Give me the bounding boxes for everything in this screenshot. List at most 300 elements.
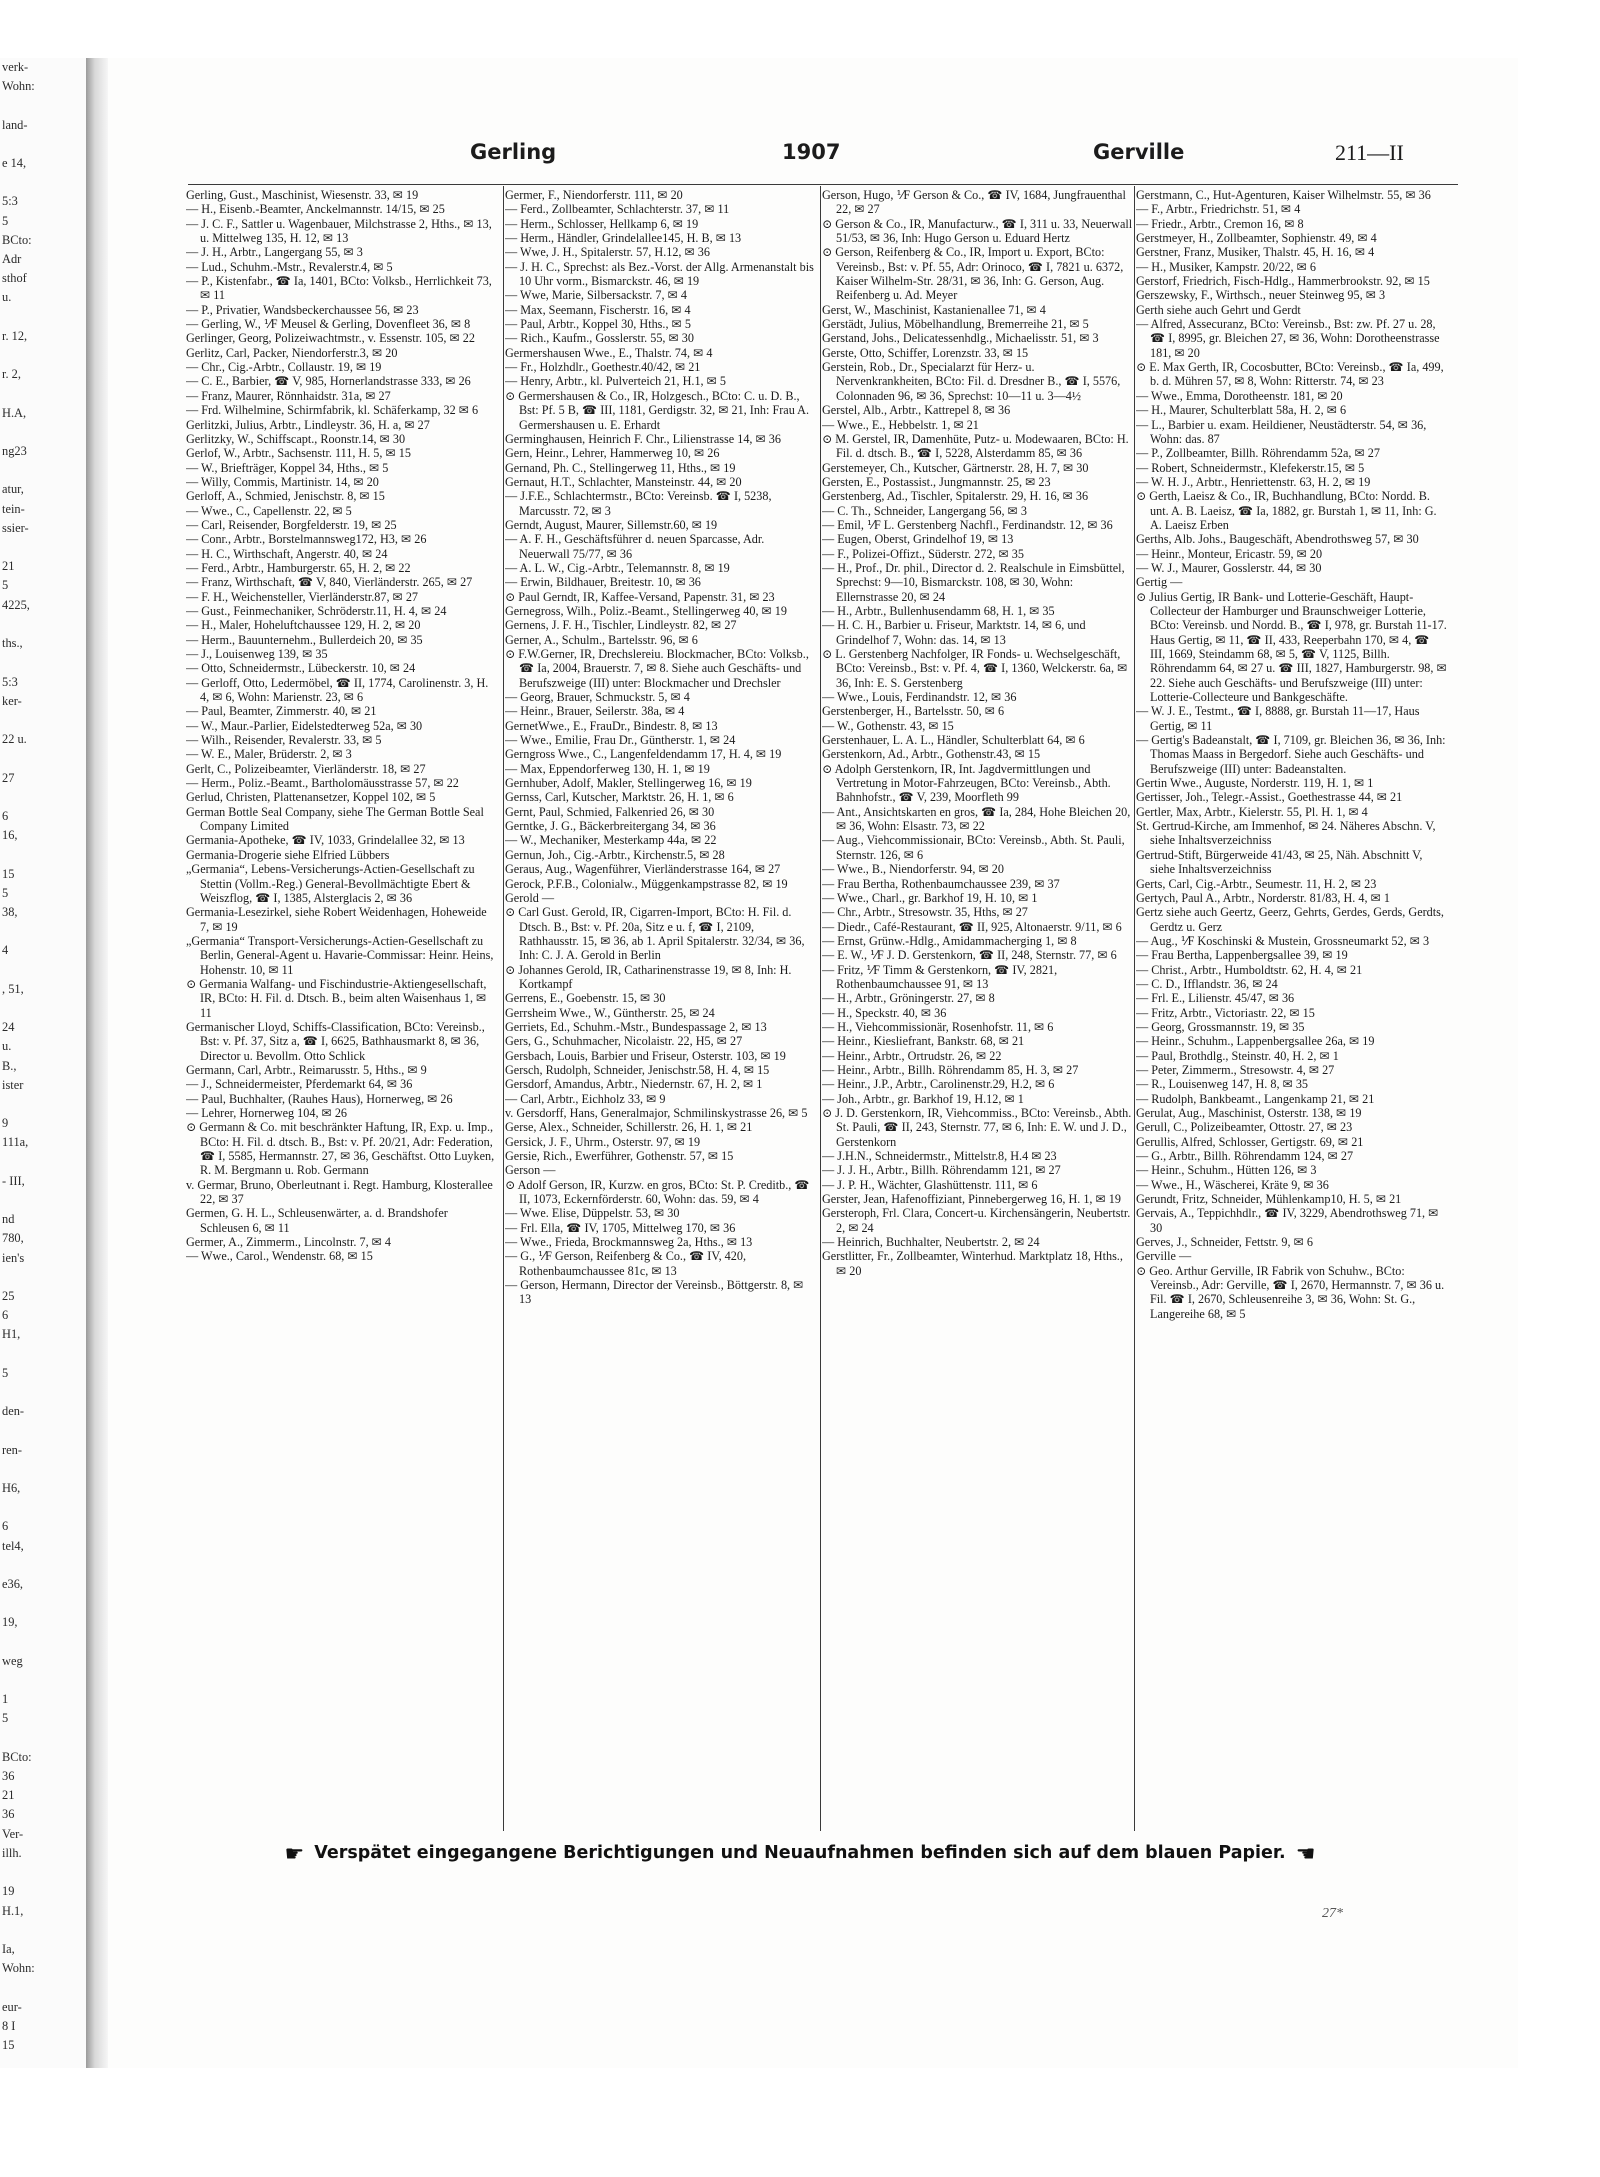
directory-entry: — Franz, Wirthschaft, ☎ V, 840, Vierländerstr. 265, ✉ 27 bbox=[186, 575, 473, 590]
previous-page-fragment: ren- bbox=[2, 1442, 22, 1457]
directory-entry: — Robert, Schneidermstr., Klefekerstr.15, ✉ 5 bbox=[1136, 460, 1365, 475]
directory-entry: — Chr., Cig.-Arbtr., Collaustr. 19, ✉ 19 bbox=[186, 360, 382, 375]
directory-entry: Gernaut, H.T., Schlachter, Mansteinstr. 44, ✉ 20 bbox=[505, 474, 742, 489]
column-rule bbox=[503, 186, 504, 1831]
previous-page-fragment: 6 bbox=[2, 1308, 9, 1323]
directory-entry: Gernun, Joh., Cig.-Arbtr., Kirchenstr.5, ✉ 28 bbox=[505, 847, 725, 862]
directory-entry: Gerstand, Johs., Delicatessenhdlg., Michaelisstr. 51, ✉ 3 bbox=[822, 331, 1099, 346]
directory-entry: — Heinr., Schuhm., Lappenbergsallee 26a, ✉ 19 bbox=[1136, 1034, 1375, 1049]
directory-entry: — Joh., Arbtr., gr. Barkhof 19, H.12, ✉ 1 bbox=[822, 1091, 1024, 1106]
column-rule bbox=[1134, 186, 1135, 1831]
previous-page-fragment: Ia, bbox=[2, 1941, 15, 1956]
directory-entry: — P., Zollbeamter, Billh. Röhrendamm 52a, ✉ 27 bbox=[1136, 446, 1380, 461]
directory-entry: — H., Prof., Dr. phil., Director d. 2. Realschule in Eimsbüttel, Sprechst: 9—10, Bismarckstr. 108, ✉ 30, Wohn: Ellernstrasse 20, ✉ 24 bbox=[822, 560, 1125, 604]
previous-page-fragment: 6 bbox=[2, 1519, 9, 1534]
previous-page-fragment bbox=[0, 1268, 86, 1287]
previous-page-fragment: , 51, bbox=[2, 981, 24, 996]
previous-page-fragment: 5:3 bbox=[2, 674, 18, 689]
previous-page-fragment bbox=[0, 999, 86, 1018]
previous-page-fragment: 1 bbox=[2, 1692, 9, 1707]
directory-entry: Gerstmann, C., Hut-Agenturen, Kaiser Wilhelmstr. 55, ✉ 36 bbox=[1136, 188, 1431, 202]
directory-entry: Germershausen Wwe., E., Thalstr. 74, ✉ 4 bbox=[505, 345, 713, 360]
directory-entry: Gerull, C., Polizeibeamter, Ottostr. 27, ✉ 23 bbox=[1136, 1120, 1353, 1135]
directory-entry: — Christ., Arbtr., Humboldtstr. 62, H. 4, ✉ 21 bbox=[1136, 962, 1363, 977]
previous-page-fragment bbox=[0, 1421, 86, 1440]
previous-page-fragment bbox=[0, 961, 86, 980]
directory-entry: — P., Privatier, Wandsbeckerchaussee 56, ✉ 23 bbox=[186, 302, 419, 317]
directory-entry: ⊙ Adolf Gerson, IR, Kurzw. en gros, BCto: St. P. Creditb., ☎ II, 1073, Eckernförderstr. 60, Wohn: das. 59, ✉ 4 bbox=[505, 1177, 810, 1207]
directory-entry: Gersten, E., Postassist., Jungmannstr. 25, ✉ 23 bbox=[822, 474, 1051, 489]
previous-page-fragment: nd bbox=[2, 1212, 15, 1227]
previous-page-fragment: 5:3 bbox=[2, 194, 18, 209]
directory-entry: — C. D., Ifflandstr. 36, ✉ 24 bbox=[1136, 976, 1278, 991]
directory-entry: — Ferd., Arbtr., Hamburgerstr. 65, H. 2, ✉ 22 bbox=[186, 560, 411, 575]
previous-page-fragment bbox=[0, 1345, 86, 1364]
directory-entry: Gerth siehe auch Gehrt und Gerdt bbox=[1136, 302, 1301, 317]
pointing-hand-icon: ☛ bbox=[284, 1842, 305, 1867]
directory-entry: — Chr., Arbtr., Stresowstr. 35, Hths, ✉ 27 bbox=[822, 905, 1028, 920]
directory-entry: — H. C., Wirthschaft, Angerstr. 40, ✉ 24 bbox=[186, 546, 388, 561]
previous-page-fragment: 38, bbox=[2, 904, 18, 919]
header-year: 1907 bbox=[782, 140, 841, 164]
signature-mark: 27* bbox=[1322, 1906, 1343, 1921]
directory-entry: Gerson, Hugo, ⅟F Gerson & Co., ☎ IV, 1684, Jungfrauenthal 22, ✉ 27 bbox=[822, 188, 1126, 217]
previous-page-fragment: 27 bbox=[2, 770, 15, 785]
previous-page-fragment: eur- bbox=[2, 1999, 22, 2014]
previous-page-fragment: 6 bbox=[2, 808, 9, 823]
directory-entry: — Otto, Schneidermstr., Lübeckerstr. 10, ✉ 24 bbox=[186, 661, 416, 676]
directory-entry: Germen, G. H. L., Schleusenwärter, a. d. Brandshofer Schleusen 6, ✉ 11 bbox=[186, 1206, 448, 1235]
directory-entry: — F., Arbtr., Friedrichstr. 51, ✉ 4 bbox=[1136, 202, 1301, 217]
directory-entry: — Wwe., B., Niendorferstr. 94, ✉ 20 bbox=[822, 862, 1004, 877]
directory-entry: — Heinr., Kiesliefrant, Bankstr. 68, ✉ 21 bbox=[822, 1034, 1025, 1049]
previous-page-fragment bbox=[0, 1921, 86, 1940]
previous-page-fragment bbox=[0, 173, 86, 192]
directory-entry: — Wwe, J. H., Spitalerstr. 57, H.12, ✉ 36 bbox=[505, 245, 710, 260]
directory-entry: — Alfred, Assecuranz, BCto: Vereinsb., Bst: zw. Pf. 27 u. 28, ☎ I, 8995, gr. Bleichen 27, ✉ 36, Wohn: Dorotheenstrasse 181, ✉ 20 bbox=[1136, 317, 1440, 360]
directory-entry: — Wwe., H., Wäscherei, Kräte 9, ✉ 36 bbox=[1136, 1177, 1329, 1192]
previous-page-fragment: BCto: bbox=[2, 232, 32, 247]
previous-page-fragment: 8 I bbox=[2, 2018, 16, 2033]
directory-entry: — J. J. H., Arbtr., Billh. Röhrendamm 121, ✉ 27 bbox=[822, 1163, 1061, 1178]
header-right-word: Gerville bbox=[1093, 140, 1185, 164]
directory-entry: Gertisser, Joh., Telegr.-Assist., Goethestrasse 44, ✉ 21 bbox=[1136, 790, 1403, 805]
directory-entry: — H., Speckstr. 40, ✉ 36 bbox=[822, 1005, 947, 1020]
directory-entry: Gerstenberg, Ad., Tischler, Spitalerstr. 29, H. 16, ✉ 36 bbox=[822, 489, 1089, 504]
directory-entry: Gernhuber, Adolf, Makler, Stellingerweg 16, ✉ 19 bbox=[505, 776, 752, 791]
header-rule bbox=[188, 184, 1458, 185]
directory-entry: — Conr., Arbtr., Borstelmannsweg172, H3, ✉ 26 bbox=[186, 532, 427, 547]
pointing-hand-icon: ☚ bbox=[1295, 1842, 1316, 1867]
directory-entry: ⊙ Julius Gertig, IR Bank- und Lotterie-Geschäft, Haupt-Collecteur der Hamburger und Braunschweiger Lotterie, BCto: Vereinsb. und Nordd. B., ☎ I, 978, gr. Burstah 11-17. Haus Gertig, ✉ 11, ☎ II, 433, Reeperbahn 170, ✉ 4, ☎ III, 1669, Steindamm 68, ✉ 5, ☎ V, 1125, Billh. Röhrendamm 64, ✉ 27 u. ☎ III, 1827, Hamburgerstr. 98, ✉ 22. Siehe auch Geschäfts- und Berufszweige (III) unter: Lotterie-Collecteure und Bankgeschäfte. bbox=[1136, 589, 1447, 705]
footnote-bar bbox=[0, 1842, 1600, 1867]
directory-entry: — Paul, Beamter, Zimmerstr. 40, ✉ 21 bbox=[186, 704, 377, 719]
directory-entry: — Heinr., Schuhm., Hütten 126, ✉ 3 bbox=[1136, 1163, 1317, 1178]
previous-page-fragment: sthof bbox=[2, 271, 27, 286]
previous-page-fragment: 5 bbox=[2, 1365, 9, 1380]
directory-entry: — Frl. E., Lilienstr. 45/47, ✉ 36 bbox=[1136, 991, 1295, 1006]
directory-entry: — Aug., ⅟F Koschinski & Mustein, Grossneumarkt 52, ✉ 3 bbox=[1136, 933, 1430, 948]
directory-entry: Gerulat, Aug., Maschinist, Osterstr. 138, ✉ 19 bbox=[1136, 1106, 1362, 1120]
directory-entry: Gerrens, E., Goebenstr. 15, ✉ 30 bbox=[505, 991, 666, 1006]
directory-entry: Gersbach, Louis, Barbier und Friseur, Osterstr. 103, ✉ 19 bbox=[505, 1048, 786, 1063]
directory-entry: Germinghausen, Heinrich F. Chr., Lilienstrasse 14, ✉ 36 bbox=[505, 431, 781, 446]
directory-entry: — H., Maler, Hoheluftchaussee 129, H. 2, ✉ 20 bbox=[186, 618, 421, 633]
directory-entry: Geraus, Aug., Wagenführer, Vierländerstrasse 164, ✉ 27 bbox=[505, 862, 781, 877]
previous-page-edge bbox=[0, 58, 88, 2068]
previous-page-fragment bbox=[0, 96, 86, 115]
directory-entry: — J. P. H., Wächter, Glashüttenstr. 111, ✉ 6 bbox=[822, 1177, 1038, 1192]
directory-entry: Gerrsheim Wwe., W., Güntherstr. 25, ✉ 24 bbox=[505, 1005, 715, 1020]
directory-entry: — L., Barbier u. exam. Heildiener, Neustädterstr. 54, ✉ 36, Wohn: das. 87 bbox=[1136, 417, 1427, 446]
previous-page-fragment bbox=[0, 1671, 86, 1690]
directory-entry: ⊙ Paul Gerndt, IR, Kaffee-Versand, Papenstr. 31, ✉ 23 bbox=[505, 589, 775, 604]
directory-entry: Gerste, Otto, Schiffer, Lorenzstr. 33, ✉ 15 bbox=[822, 345, 1029, 360]
directory-entry: — W. J. E., Testmt., ☎ I, 8888, gr. Burstah 11—17, Haus Gertig, ✉ 11 bbox=[1136, 704, 1420, 733]
directory-entry: — Georg, Brauer, Schmuckstr. 5, ✉ 4 bbox=[505, 690, 690, 705]
previous-page-fragment: H1, bbox=[2, 1327, 21, 1342]
directory-entry: „Germania“, Lebens-Versicherungs-Actien-Gesellschaft zu Stettin (Vollm.-Reg.) General-Bevollmächtigte Ebert & Weiszflog, ☎ I, 1385, Alsterglacis 2, ✉ 36 bbox=[186, 862, 475, 905]
directory-entry: — E. W., ⅟F J. D. Gerstenkorn, ☎ II, 248, Sternstr. 77, ✉ 6 bbox=[822, 948, 1117, 963]
previous-page-fragment: u. bbox=[2, 290, 12, 305]
previous-page-fragment bbox=[0, 384, 86, 403]
directory-entry: — Georg, Grossmannstr. 19, ✉ 35 bbox=[1136, 1019, 1305, 1034]
directory-entry: Gern, Heinr., Lehrer, Hammerweg 10, ✉ 26 bbox=[505, 446, 720, 461]
directory-entry: Gerszewsky, F., Wirthsch., neuer Steinweg 95, ✉ 3 bbox=[1136, 288, 1386, 303]
directory-column-2 bbox=[505, 188, 816, 1828]
directory-entry: — J., Louisenweg 139, ✉ 35 bbox=[186, 647, 328, 661]
previous-page-fragment: 21 bbox=[2, 559, 15, 574]
previous-page-fragment bbox=[0, 615, 86, 634]
directory-entry: Gerndt, August, Maurer, Sillemstr.60, ✉ 19 bbox=[505, 517, 718, 532]
previous-page-fragment: 22 u. bbox=[2, 732, 27, 747]
directory-entry: Gervais, A., Teppichhdlr., ☎ IV, 3229, Abendrothsweg 71, ✉ 30 bbox=[1136, 1206, 1439, 1235]
directory-entry: ⊙ Carl Gust. Gerold, IR, Cigarren-Import, BCto: H. Fil. d. Dtsch. B., Bst: v. Pf. 20a, Sitz e u. f, ☎ I, 2109, Rathhausstr. 15, ✉ 36, ab 1. April Spitalerstr. 32/34, ✉ 36, Inh: C. J. A. Gerold in Berlin bbox=[505, 905, 805, 963]
previous-page-fragment: ssier- bbox=[2, 520, 29, 535]
directory-entry: — Heinr., Monteur, Ericastr. 59, ✉ 20 bbox=[1136, 546, 1323, 561]
directory-entry: — Wwe., Emma, Dorotheenstr. 181, ✉ 20 bbox=[1136, 388, 1343, 403]
directory-entry: Gerlud, Christen, Plattenansetzer, Koppel 102, ✉ 5 bbox=[186, 790, 436, 805]
directory-entry: Gernand, Ph. C., Stellingerweg 11, Hths., ✉ 19 bbox=[505, 460, 736, 475]
directory-entry: — Erwin, Bildhauer, Breitestr. 10, ✉ 36 bbox=[505, 575, 701, 590]
directory-entry: — Paul, Buchhalter, (Rauhes Haus), Hornerweg, ✉ 26 bbox=[186, 1091, 453, 1106]
directory-entry: — Heinr., Arbtr., Billh. Röhrendamm 85, H. 3, ✉ 27 bbox=[822, 1062, 1079, 1077]
directory-entry: — Wwe., E., Hebbelstr. 1, ✉ 21 bbox=[822, 417, 979, 432]
previous-page-fragment: illh. bbox=[2, 1845, 22, 1860]
directory-entry: — Wwe., Frieda, Brockmannsweg 2a, Hths., ✉ 13 bbox=[505, 1235, 753, 1250]
directory-entry: — Carl, Reisender, Borgfelderstr. 19, ✉ 25 bbox=[186, 517, 397, 532]
previous-page-fragment: r. 2, bbox=[2, 367, 21, 382]
previous-page-fragment: ister bbox=[2, 1077, 24, 1092]
directory-entry: ⊙ Adolph Gerstenkorn, IR, Int. Jagdvermittlungen und Vertretung in Motor-Fahrzeugen, BCto: Vereinsb., Abth. Bahnhofstr., ☎ V, 239, Moorfleth 99 bbox=[822, 761, 1111, 805]
directory-entry: — Willy, Commis, Martinistr. 14, ✉ 20 bbox=[186, 474, 379, 489]
directory-entry: — J.H.N., Schneidermstr., Mittelstr.8, H.4 ✉ 23 bbox=[822, 1149, 1057, 1164]
directory-entry: Gerse, Alex., Schneider, Schillerstr. 26, H. 1, ✉ 21 bbox=[505, 1120, 753, 1135]
directory-entry: — A. L. W., Cig.-Arbtr., Telemannstr. 8, ✉ 19 bbox=[505, 560, 730, 575]
footnote-text: Verspätet eingegangene Berichtigungen und Neuaufnahmen befinden sich auf dem blauen Papier. bbox=[314, 1843, 1286, 1863]
directory-entry: Gernens, J. F. H., Tischler, Lindleystr. 82, ✉ 27 bbox=[505, 618, 737, 633]
directory-entry: ⊙ L. Gerstenberg Nachfolger, IR Fonds- u. Wechselgeschäft, BCto: Vereinsb., Bst: v. Pf. 4, ☎ I, 1360, Welckerstr. 6a, ✉ 36, Inh: E. S. Gerstenberg bbox=[822, 647, 1128, 690]
previous-page-fragment bbox=[0, 1978, 86, 1997]
directory-entry: Gerundt, Fritz, Schneider, Mühlenkamp10, H. 5, ✉ 21 bbox=[1136, 1192, 1402, 1207]
directory-entry: — Fritz, Arbtr., Victoriastr. 22, ✉ 15 bbox=[1136, 1005, 1315, 1020]
page-number: 211—II bbox=[1335, 140, 1404, 165]
previous-page-fragment bbox=[0, 845, 86, 864]
directory-entry: — Paul, Brothdlg., Steinstr. 40, H. 2, ✉ 1 bbox=[1136, 1048, 1339, 1063]
directory-entry: ⊙ Geo. Arthur Gerville, IR Fabrik von Schuhw., BCto: Vereinsb., Adr: Gerville, ☎ I, 2670, Hermannstr. 7, ✉ 36 u. Fil. ☎ I, 2670, Schleusenreihe 3, ✉ 36, Wohn: St. G., Langereihe 68, ✉ 5 bbox=[1136, 1263, 1445, 1321]
previous-page-fragment: 9 bbox=[2, 1116, 9, 1131]
directory-entry: Gerstenberger, H., Bartelsstr. 50, ✉ 6 bbox=[822, 704, 1005, 719]
directory-entry: Gersick, J. F., Uhrm., Osterstr. 97, ✉ 19 bbox=[505, 1134, 701, 1149]
directory-entry: — R., Louisenweg 147, H. 8, ✉ 35 bbox=[1136, 1077, 1309, 1092]
previous-page-fragment: H.1, bbox=[2, 1903, 24, 1918]
previous-page-fragment: 15 bbox=[2, 866, 15, 881]
directory-entry: — W. E., Maler, Brüderstr. 2, ✉ 3 bbox=[186, 747, 352, 762]
previous-page-fragment: tein- bbox=[2, 501, 25, 516]
previous-page-fragment: Adr bbox=[2, 252, 22, 267]
directory-entry: Gerlof, W., Arbtr., Sachsenstr. 111, H. 5, ✉ 15 bbox=[186, 446, 411, 461]
previous-page-fragment: r. 12, bbox=[2, 328, 28, 343]
directory-entry: Gerriets, Ed., Schuhm.-Mstr., Bundespassage 2, ✉ 13 bbox=[505, 1019, 767, 1034]
directory-entry: Gerstel, Alb., Arbtr., Kattrepel 8, ✉ 36 bbox=[822, 403, 1011, 418]
book-gutter bbox=[86, 58, 108, 2068]
directory-entry: — H., Eisenb.-Beamter, Anckelmannstr. 14/15, ✉ 25 bbox=[186, 202, 445, 217]
directory-entry: — Gertig's Badeanstalt, ☎ I, 7109, gr. Bleichen 36, ✉ 36, Inh: Thomas Maass in Bergedorf. Siehe auch Geschäfts- und Berufszweige (III) unter: Badeanstalten. bbox=[1136, 733, 1446, 776]
directory-entry: — H., Arbtr., Gröningerstr. 27, ✉ 8 bbox=[822, 991, 995, 1006]
directory-entry: — W. J., Maurer, Gosslerstr. 44, ✉ 30 bbox=[1136, 560, 1322, 575]
previous-page-fragment bbox=[0, 1556, 86, 1575]
previous-page-fragment bbox=[0, 1594, 86, 1613]
directory-column-1 bbox=[186, 188, 497, 1828]
directory-entry: — J. H., Arbtr., Langergang 55, ✉ 3 bbox=[186, 245, 363, 260]
directory-entry: — Friedr., Arbtr., Cremon 16, ✉ 8 bbox=[1136, 216, 1304, 231]
previous-page-fragment: e 14, bbox=[2, 156, 27, 171]
directory-entry: — Herm., Händler, Grindelallee145, H. B, ✉ 13 bbox=[505, 231, 742, 246]
previous-page-fragment bbox=[0, 1633, 86, 1652]
previous-page-fragment: e36, bbox=[2, 1577, 23, 1592]
directory-entry: — Frau Bertha, Lappenbergsallee 39, ✉ 19 bbox=[1136, 948, 1348, 963]
directory-entry: — W., Mechaniker, Mesterkamp 44a, ✉ 22 bbox=[505, 833, 717, 848]
directory-entry: Germer, A., Zimmerm., Lincolnstr. 7, ✉ 4 bbox=[186, 1235, 392, 1250]
directory-entry: — Heinr., Brauer, Seilerstr. 38a, ✉ 4 bbox=[505, 704, 685, 719]
previous-page-fragment bbox=[0, 1729, 86, 1748]
directory-entry: — Eugen, Oberst, Grindelhof 19, ✉ 13 bbox=[822, 532, 1014, 547]
directory-entry: — Henry, Arbtr., kl. Pulverteich 21, H.1, ✉ 5 bbox=[505, 374, 726, 389]
directory-entry: Gers, G., Schuhmacher, Nicolaistr. 22, H5, ✉ 27 bbox=[505, 1034, 743, 1049]
previous-page-fragment: - III, bbox=[2, 1173, 25, 1188]
header-left-word: Gerling bbox=[470, 140, 557, 164]
directory-entry: Gersdorf, Amandus, Arbtr., Niedernstr. 67, H. 2, ✉ 1 bbox=[505, 1077, 763, 1092]
previous-page-fragment: BCto: bbox=[2, 1749, 32, 1764]
directory-entry: — Rudolph, Bankbeamt., Langenkamp 21, ✉ 21 bbox=[1136, 1091, 1375, 1106]
directory-entry: — C. Th., Schneider, Langergang 56, ✉ 3 bbox=[822, 503, 1027, 518]
previous-page-fragment bbox=[0, 346, 86, 365]
previous-page-fragment: 4 bbox=[2, 943, 9, 958]
previous-page-fragment: 5 bbox=[2, 213, 9, 228]
previous-page-fragment: B., bbox=[2, 1058, 17, 1073]
directory-entry: ⊙ Johannes Gerold, IR, Catharinenstrasse 19, ✉ 8, Inh: H. Kortkampf bbox=[505, 962, 792, 991]
directory-entry: Gerstner, Franz, Musiker, Thalstr. 45, H. 16, ✉ 4 bbox=[1136, 245, 1375, 260]
previous-page-fragment: Wohn: bbox=[2, 79, 35, 94]
directory-entry: — W., Gothenstr. 43, ✉ 15 bbox=[822, 718, 954, 733]
directory-entry: — Aug., Viehcommissionair, BCto: Vereinsb., Abth. St. Pauli, Sternstr. 126, ✉ 6 bbox=[822, 833, 1125, 862]
previous-page-fragment bbox=[0, 922, 86, 941]
directory-entry: Gerstädt, Julius, Möbelhandlung, Bremerreihe 21, ✉ 5 bbox=[822, 317, 1089, 332]
previous-page-fragment: Ver- bbox=[2, 1826, 24, 1841]
directory-entry: Gerling, Gust., Maschinist, Wiesenstr. 33, ✉ 19 bbox=[186, 188, 419, 202]
directory-entry: — Wwe., Emilie, Frau Dr., Güntherstr. 1, ✉ 24 bbox=[505, 733, 736, 748]
directory-entry: Gerstmeyer, H., Zollbeamter, Sophienstr. 49, ✉ 4 bbox=[1136, 231, 1377, 246]
directory-entry: ⊙ Gerth, Laeisz & Co., IR, Buchhandlung, BCto: Nordd. B. unt. A. B. Laeisz, ☎ Ia, 1882, gr. Burstah 1, ✉ 11, Inh: G. A. Laeisz Erben bbox=[1136, 489, 1437, 532]
directory-entry: — W. H. J., Arbtr., Henriettenstr. 63, H. 2, ✉ 19 bbox=[1136, 474, 1371, 489]
directory-entry: Gerstorf, Friedrich, Fisch-Hdlg., Hammerbrookstr. 92, ✉ 15 bbox=[1136, 274, 1430, 289]
directory-entry: — Lud., Schuhm.-Mstr., Revalerstr.4, ✉ 5 bbox=[186, 259, 393, 274]
directory-entry: German Bottle Seal Company, siehe The German Bottle Seal Company Limited bbox=[186, 804, 484, 834]
directory-entry: Gerst, W., Maschinist, Kastanienallee 71, ✉ 4 bbox=[822, 302, 1046, 317]
directory-entry: Gerner, A., Schulm., Bartelsstr. 96, ✉ 6 bbox=[505, 632, 698, 647]
directory-entry: — H. C. H., Barbier u. Friseur, Marktstr. 14, ✉ 6, und Grindelhof 7, Wohn: das. 14, ✉ 13 bbox=[822, 618, 1086, 647]
directory-entry: Gernegross, Wilh., Poliz.-Beamt., Stellingerweg 40, ✉ 19 bbox=[505, 603, 787, 618]
directory-entry: Gerson — bbox=[505, 1163, 556, 1178]
directory-entry: — Gust., Feinmechaniker, Schröderstr.11, H. 4, ✉ 24 bbox=[186, 603, 447, 618]
directory-entry: „Germania“ Transport-Versicherungs-Actien-Gesellschaft zu Berlin, General-Agent u. Havarie-Commissar: Heinr. Heins, Hohenstr. 10, ✉ 11 bbox=[186, 933, 494, 977]
previous-page-fragment: H6, bbox=[2, 1481, 21, 1496]
directory-entry: Gerstenkorn, Ad., Arbtr., Gothenstr.43, ✉ 15 bbox=[822, 747, 1041, 762]
previous-page-fragment: 5 bbox=[2, 885, 9, 900]
previous-page-fragment: 21 bbox=[2, 1788, 15, 1803]
directory-entry: ⊙ Germershausen & Co., IR, Holzgesch., BCto: C. u. D. B., Bst: Pf. 5 B, ☎ III, 1181, Gerdigstr. 32, ✉ 21, Inh: Frau A. Germershausen u. E. Erhardt bbox=[505, 388, 810, 432]
directory-entry: — Ernst, Grünw.-Hdlg., Amidammacherging 1, ✉ 8 bbox=[822, 933, 1077, 948]
directory-entry: Gertz siehe auch Geertz, Geerz, Gehrts, Gerdes, Gerds, Gerdts, Gerdtz u. Gerz bbox=[1136, 905, 1444, 934]
directory-entry: — Gerling, W., ⅟F Meusel & Gerling, Dovenfleet 36, ✉ 8 bbox=[186, 317, 471, 332]
directory-entry: ⊙ E. Max Gerth, IR, Cocosbutter, BCto: Vereinsb., ☎ Ia, 499, b. d. Mühren 57, ✉ 8, Wohn: Ritterstr. 74, ✉ 23 bbox=[1136, 360, 1444, 389]
previous-page-fragment bbox=[0, 423, 86, 442]
directory-entry: Gertych, Paul A., Arbtr., Norderstr. 81/83, H. 4, ✉ 1 bbox=[1136, 890, 1390, 905]
directory-entry: — Paul, Arbtr., Koppel 30, Hths., ✉ 5 bbox=[505, 317, 691, 332]
directory-entry: — J., Schneidermeister, Pferdemarkt 64, ✉ 36 bbox=[186, 1077, 413, 1092]
directory-entry: — Wwe. Elise, Düppelstr. 53, ✉ 30 bbox=[505, 1206, 680, 1221]
directory-entry: — F., Polizei-Offizt., Süderstr. 272, ✉ 35 bbox=[822, 546, 1024, 561]
directory-entry: — J.F.E., Schlachtermstr., BCto: Vereinsb. ☎ I, 5238, Marcusstr. 72, ✉ 3 bbox=[505, 489, 772, 518]
previous-page-fragment: atur, bbox=[2, 482, 24, 497]
directory-entry: Gerster, Jean, Hafenoffiziant, Pinnebergerweg 16, H. 1, ✉ 19 bbox=[822, 1192, 1121, 1207]
directory-entry: — Frau Bertha, Rothenbaumchaussee 239, ✉ 37 bbox=[822, 876, 1060, 891]
directory-entry: Gerstlitter, Fr., Zollbeamter, Winterhud. Marktplatz 18, Hths., ✉ 20 bbox=[822, 1249, 1123, 1278]
previous-page-fragment: weg bbox=[2, 1653, 23, 1668]
directory-entry: Gerlinger, Georg, Polizeiwachtmstr., v. Essenstr. 105, ✉ 22 bbox=[186, 331, 475, 346]
directory-entry: — G., Arbtr., Billh. Röhrendamm 124, ✉ 27 bbox=[1136, 1149, 1354, 1164]
directory-entry: — F. H., Weichensteller, Vierländerstr.87, ✉ 27 bbox=[186, 589, 419, 604]
previous-page-fragment: den- bbox=[2, 1404, 25, 1419]
previous-page-fragment: 24 bbox=[2, 1020, 15, 1035]
directory-entry: ⊙ F.W.Gerner, IR, Drechslereiu. Blockmacher, BCto: Volksb., ☎ Ia, 2004, Brauerstr. 7, ✉ 8. Siehe auch Geschäfts- und Berufszweige (III) unter: Blockmacher und Drechsler bbox=[505, 647, 809, 690]
directory-entry: ⊙ Gerson & Co., IR, Manufacturw., ☎ I, 311 u. 33, Neuerwall 51/53, ✉ 36, Inh: Hugo Gerson u. Eduard Hertz bbox=[822, 216, 1133, 246]
directory-entry: — Frd. Wilhelmine, Schirmfabrik, kl. Schäferkamp, 32 ✉ 6 bbox=[186, 403, 479, 418]
directory-entry: Gertin Wwe., Auguste, Norderstr. 119, H. 1, ✉ 1 bbox=[1136, 776, 1374, 791]
previous-page-fragment: 19 bbox=[2, 1884, 15, 1899]
directory-entry: Gertrud-Stift, Bürgerweide 41/43, ✉ 25, Näh. Abschnitt V, siehe Inhaltsverzeichniss bbox=[1136, 847, 1423, 877]
directory-entry: ⊙ Germania Walfang- und Fischindustrie-Aktiengesellschaft, IR, BCto: H. Fil. d. Dtsch. B., beim alten Waisenhaus 1, ✉ 11 bbox=[186, 976, 487, 1020]
directory-entry: — Ferd., Zollbeamter, Schlachterstr. 37, ✉ 11 bbox=[505, 202, 730, 217]
directory-entry: — A. F. H., Geschäftsführer d. neuen Sparcasse, Adr. Neuerwall 75/77, ✉ 36 bbox=[505, 532, 765, 561]
directory-entry: — Herm., Poliz.-Beamt., Bartholomäusstrasse 57, ✉ 22 bbox=[186, 776, 459, 791]
previous-page-fragment: land- bbox=[2, 117, 28, 132]
previous-page-fragment: ths., bbox=[2, 636, 23, 651]
directory-entry: — Rich., Kaufm., Gosslerstr. 55, ✉ 30 bbox=[505, 331, 694, 346]
directory-entry: — Wwe., Carol., Wendenstr. 68, ✉ 15 bbox=[186, 1249, 373, 1264]
previous-page-fragment: verk- bbox=[2, 60, 29, 74]
running-header bbox=[0, 138, 1600, 172]
previous-page-fragment bbox=[0, 653, 86, 672]
directory-entry: Germania-Apotheke, ☎ IV, 1033, Grindelallee 32, ✉ 13 bbox=[186, 833, 465, 848]
directory-entry: — Gerloff, Otto, Ledermöbel, ☎ II, 1774, Carolinenstr. 3, H. 4, ✉ 6, Wohn: Marienstr. 23, ✉ 6 bbox=[186, 675, 489, 705]
directory-entry: — G., ⅟F Gerson, Reifenberg & Co., ☎ IV, 420, Rothenbaumchaussee 81c, ✉ 13 bbox=[505, 1249, 747, 1278]
previous-page-fragment: 4225, bbox=[2, 597, 30, 612]
directory-entry: GernetWwe., E., FrauDr., Bindestr. 8, ✉ 13 bbox=[505, 718, 718, 733]
directory-entry: Gerths, Alb. Johs., Baugeschäft, Abendrothsweg 57, ✉ 30 bbox=[1136, 532, 1419, 547]
previous-page-fragment: 19, bbox=[2, 1615, 18, 1630]
previous-page-fragment: 36 bbox=[2, 1807, 15, 1822]
directory-entry: — Gerson, Hermann, Director der Vereinsb., Böttgerstr. 8, ✉ 13 bbox=[505, 1278, 804, 1307]
directory-entry: — Carl, Arbtr., Eichholz 33, ✉ 9 bbox=[505, 1091, 666, 1106]
directory-entry: Gertig — bbox=[1136, 575, 1183, 590]
directory-entry: Gerville — bbox=[1136, 1249, 1192, 1264]
directory-entry: — Herm., Schlosser, Hellkamp 6, ✉ 19 bbox=[505, 216, 699, 231]
previous-page-fragment bbox=[0, 308, 86, 327]
previous-page-fragment: 5 bbox=[2, 578, 9, 593]
directory-entry: — Max, Seemann, Fischerstr. 16, ✉ 4 bbox=[505, 302, 691, 317]
previous-page-fragment: 111a, bbox=[2, 1135, 29, 1150]
directory-entry: — Wwe., C., Capellenstr. 22, ✉ 5 bbox=[186, 503, 352, 518]
directory-entry: — W., Maur.-Parlier, Eidelstedterweg 52a, ✉ 30 bbox=[186, 718, 423, 733]
directory-entry: v. Gersdorff, Hans, Generalmajor, Schmilinskystrasse 26, ✉ 5 bbox=[505, 1106, 808, 1120]
directory-entry: — J. C. F., Sattler u. Wagenbauer, Milchstrasse 2, Hths., ✉ 13, u. Mittelweg 135, H. 12, ✉ 13 bbox=[186, 216, 492, 246]
column-rule bbox=[820, 186, 821, 1831]
previous-page-fragment: 16, bbox=[2, 828, 18, 843]
directory-entry: Gerullis, Alfred, Schlosser, Gertigstr. 69, ✉ 21 bbox=[1136, 1134, 1364, 1149]
directory-entry: ⊙ J. D. Gerstenkorn, IR, Viehcommiss., BCto: Vereinsb., Abth. St. Pauli, ☎ II, 243, Sternstr. 77, ✉ 6, Inh: E. W. und J. D., Gerstenkorn bbox=[822, 1106, 1132, 1149]
directory-entry: — H., Maurer, Schulterblatt 58a, H. 2, ✉ 6 bbox=[1136, 403, 1347, 418]
previous-page-fragment bbox=[0, 538, 86, 557]
directory-entry: Gerlitzki, Julius, Arbtr., Lindleystr. 36, H. a, ✉ 27 bbox=[186, 417, 430, 432]
previous-page-fragment: u. bbox=[2, 1039, 12, 1054]
directory-entry: Germann, Carl, Arbtr., Reimarusstr. 5, Hths., ✉ 9 bbox=[186, 1062, 427, 1077]
directory-entry: Gersch, Rudolph, Schneider, Jenischstr.58, H. 4, ✉ 15 bbox=[505, 1062, 770, 1077]
directory-entry: — Frl. Ella, ☎ IV, 1705, Mittelweg 170, ✉ 36 bbox=[505, 1220, 736, 1235]
directory-entry: Gersteroph, Frl. Clara, Concert-u. Kirchensängerin, Neubertstr. 2, ✉ 24 bbox=[822, 1206, 1131, 1235]
previous-page-fragment: 15 bbox=[2, 2037, 15, 2052]
previous-page-fragment bbox=[0, 1153, 86, 1172]
directory-entry: — Heinrich, Buchhalter, Neubertstr. 2, ✉ 24 bbox=[822, 1235, 1040, 1250]
directory-entry: Gerves, J., Schneider, Fettstr. 9, ✉ 6 bbox=[1136, 1235, 1313, 1250]
previous-page-fragment: 5 bbox=[2, 1711, 9, 1726]
directory-entry: — H., Arbtr., Bullenhusendamm 68, H. 1, ✉ 35 bbox=[822, 603, 1055, 618]
directory-entry: — Wilh., Reisender, Revalerstr. 33, ✉ 5 bbox=[186, 733, 382, 748]
directory-entry: — C. E., Barbier, ☎ V, 985, Hornerlandstrasse 333, ✉ 26 bbox=[186, 374, 471, 389]
directory-entry: Gertler, Max, Arbtr., Kielerstr. 55, Pl. H. 1, ✉ 4 bbox=[1136, 804, 1368, 819]
previous-page-fragment: ien's bbox=[2, 1250, 25, 1265]
directory-entry: Gerstenhauer, L. A. L., Händler, Schulterblatt 64, ✉ 6 bbox=[822, 733, 1085, 748]
previous-page-fragment bbox=[0, 711, 86, 730]
directory-entry: Gerstemeyer, Ch., Kutscher, Gärtnerstr. 28, H. 7, ✉ 30 bbox=[822, 460, 1089, 475]
directory-entry: — Herm., Bauunternehm., Bullerdeich 20, ✉ 35 bbox=[186, 632, 423, 647]
previous-page-fragment: tel4, bbox=[2, 1538, 24, 1553]
directory-entry: — J. H. C., Sprechst: als Bez.-Vorst. der Allg. Armenanstalt bis 10 Uhr vorm., Bismarckstr. 46, ✉ 19 bbox=[505, 259, 814, 289]
directory-entry: Gernt, Paul, Schmied, Falkenried 26, ✉ 30 bbox=[505, 804, 715, 819]
directory-entry: — Lehrer, Hornerweg 104, ✉ 26 bbox=[186, 1106, 348, 1120]
directory-entry: ⊙ M. Gerstel, IR, Damenhüte, Putz- u. Modewaaren, BCto: H. Fil. d. dtsch. B., ☎ I, 5228, Alsterdamm 85, ✉ 36 bbox=[822, 431, 1129, 461]
previous-page-fragment: 36 bbox=[2, 1769, 15, 1784]
